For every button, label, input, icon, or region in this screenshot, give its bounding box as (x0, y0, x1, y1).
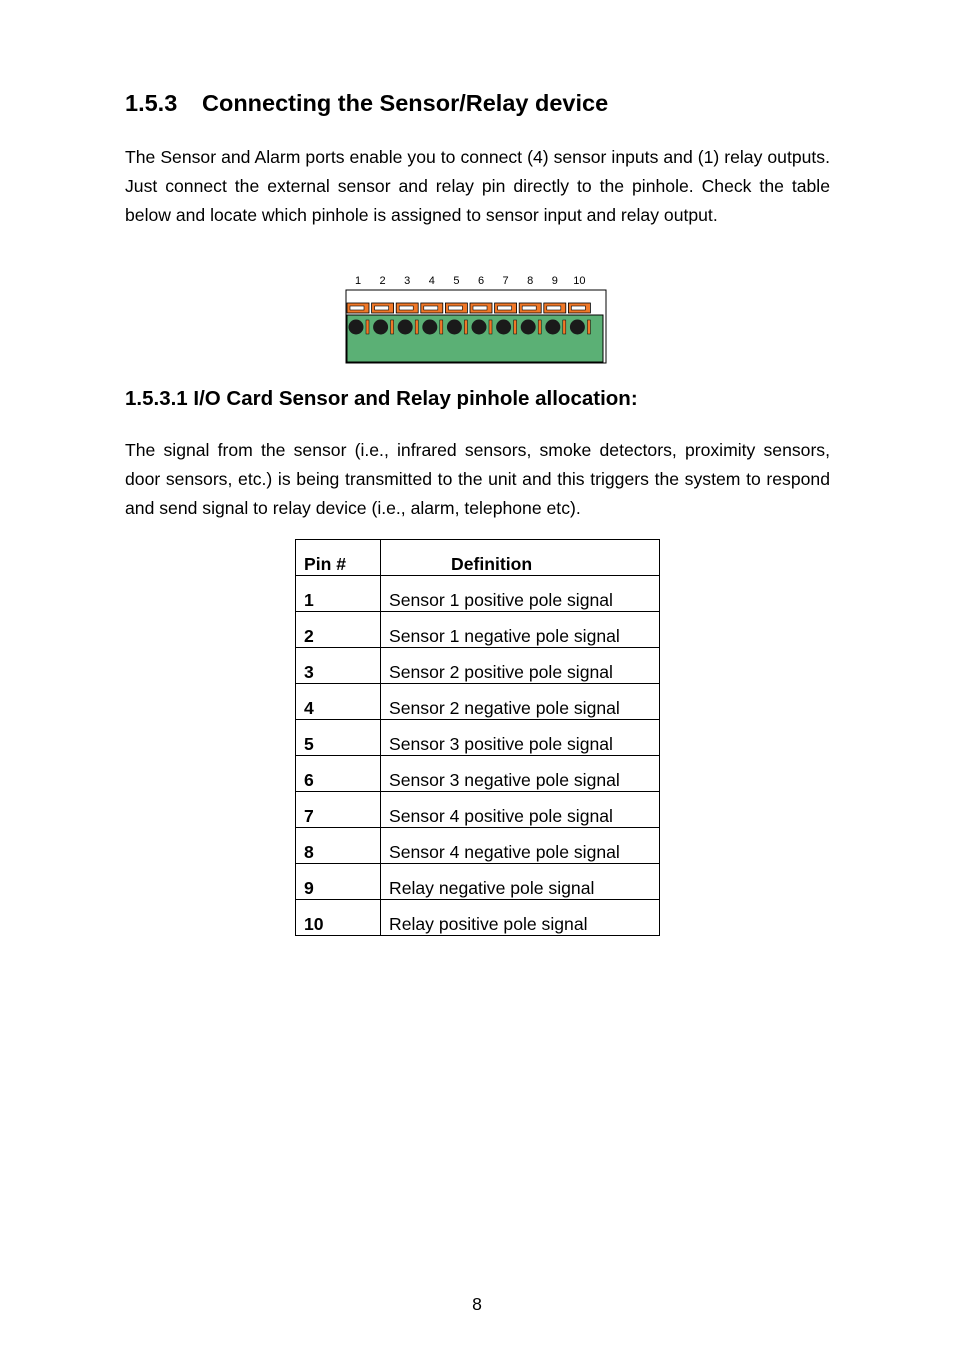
terminal-slot (350, 306, 364, 310)
terminal-contact (464, 320, 467, 334)
table-row (296, 864, 660, 900)
section-number: 1.5.3 (125, 90, 178, 116)
terminal-screw (472, 320, 487, 335)
pin-cell: 5 (296, 720, 381, 756)
table-row (296, 648, 660, 684)
pin-label: 8 (527, 275, 534, 287)
pin-label: 9 (551, 275, 558, 287)
table-row (296, 576, 660, 612)
terminal-screw (398, 320, 413, 335)
section-title: Connecting the Sensor/Relay device (202, 90, 609, 116)
table-row (296, 792, 660, 828)
terminal-screw (521, 320, 536, 335)
terminal-contact (440, 320, 443, 334)
pin-cell: 2 (296, 612, 381, 648)
table-row (296, 720, 660, 756)
terminal-screw (447, 320, 462, 335)
terminal-slot (424, 306, 438, 310)
definition-cell: Sensor 1 positive pole signal (381, 576, 660, 612)
terminal-screw (349, 320, 364, 335)
pin-labels (355, 275, 586, 287)
pin-label: 10 (573, 275, 586, 287)
definition-cell: Sensor 4 positive pole signal (381, 792, 660, 828)
terminal-contact (514, 320, 517, 334)
pin-cell: 6 (296, 756, 381, 792)
terminal-screw (570, 320, 585, 335)
table-row (296, 756, 660, 792)
terminal-slot (375, 306, 389, 310)
terminal-screw (422, 320, 437, 335)
terminal-contact (391, 320, 394, 334)
terminal-contact (489, 320, 492, 334)
pin-label: 1 (354, 275, 362, 287)
pin-label: 6 (477, 275, 485, 287)
terminal-contact (587, 320, 590, 334)
terminal-screw (496, 320, 511, 335)
terminal-screw (373, 320, 388, 335)
terminal-slot (522, 306, 536, 310)
subsection-heading: 1.5.3.1 I/O Card Sensor and Relay pinhole allocation: (125, 387, 638, 410)
terminal-contact (415, 320, 418, 334)
terminal-block-diagram (342, 272, 612, 368)
pin-cell: 10 (296, 900, 381, 936)
pin-allocation-table (295, 539, 660, 936)
definition-cell: Sensor 2 positive pole signal (381, 648, 660, 684)
definition-cell: Relay positive pole signal (381, 900, 660, 936)
terminal-contact (563, 320, 566, 334)
page-number: 8 (472, 1294, 482, 1314)
definition-cell: Sensor 3 positive pole signal (381, 720, 660, 756)
table-header-row (296, 540, 660, 576)
header-pin: Pin # (296, 540, 381, 576)
table-row (296, 684, 660, 720)
terminal-slot (547, 306, 561, 310)
header-definition: Definition (381, 540, 660, 576)
pin-label: 3 (404, 275, 411, 287)
table-row (296, 900, 660, 936)
pin-cell: 1 (296, 576, 381, 612)
section-heading (125, 90, 608, 117)
pin-cell: 3 (296, 648, 381, 684)
subsection-paragraph: The signal from the sensor (i.e., infrared sensors, smoke detectors, proximity sensors, door sensors, etc.) is being transmitted to the unit and this triggers the system to respond and send signal to relay device (i.e., alarm, telephone etc). (125, 440, 830, 518)
pin-cell: 4 (296, 684, 381, 720)
pin-label: 2 (379, 275, 386, 287)
table-row (296, 612, 660, 648)
pin-label: 4 (428, 275, 435, 287)
terminal-contact (366, 320, 369, 334)
terminal-slot (448, 306, 462, 310)
pin-cell: 9 (296, 864, 381, 900)
table-row (296, 828, 660, 864)
terminal-slot (399, 306, 413, 310)
definition-cell: Sensor 4 negative pole signal (381, 828, 660, 864)
terminal-screw (545, 320, 560, 335)
definition-cell: Relay negative pole signal (381, 864, 660, 900)
pin-cell: 7 (296, 792, 381, 828)
terminal-slot (498, 306, 512, 310)
terminal-slot (473, 306, 487, 310)
terminal-contact (538, 320, 541, 334)
pin-cell: 8 (296, 828, 381, 864)
pin-label: 7 (502, 275, 509, 287)
definition-cell: Sensor 2 negative pole signal (381, 684, 660, 720)
definition-cell: Sensor 3 negative pole signal (381, 756, 660, 792)
pin-label: 5 (453, 275, 460, 287)
section-paragraph: The Sensor and Alarm ports enable you to connect (4) sensor inputs and (1) relay outputs. Just connect the external sensor and relay pin directly to the pinhole. Check the table below and locate which pinhole is assigned to sensor input and relay output. (125, 147, 830, 225)
definition-cell: Sensor 1 negative pole signal (381, 612, 660, 648)
terminal-slot (571, 306, 585, 310)
